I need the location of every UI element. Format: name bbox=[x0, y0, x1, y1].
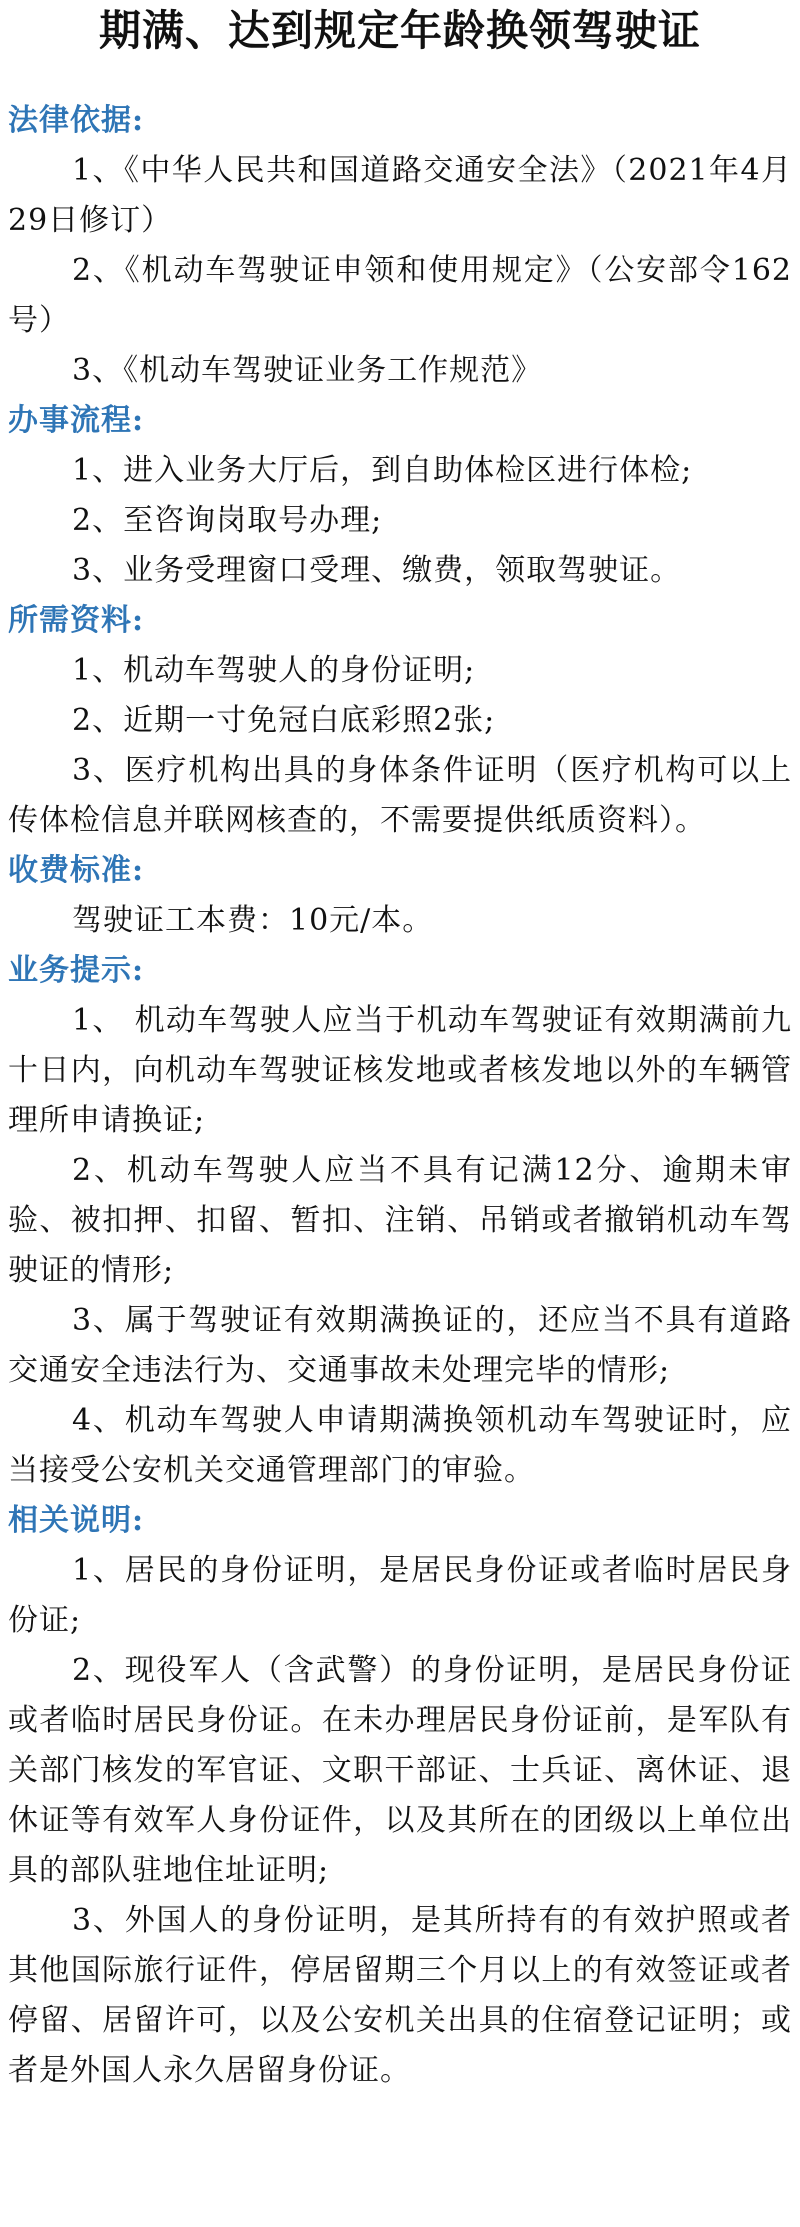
procedure-step: 1、进入业务大厅后，到自助体检区进行体检; bbox=[72, 453, 693, 488]
section-heading-legal-basis: 法律依据: bbox=[8, 103, 145, 138]
section-business-tips bbox=[8, 946, 792, 1496]
section-required-materials bbox=[8, 596, 792, 846]
legal-basis-item: 2、《机动车驾驶证申领和使用规定》（公安部令162号） bbox=[8, 253, 792, 338]
procedure-step: 3、业务受理窗口受理、缴费，领取驾驶证。 bbox=[72, 553, 682, 588]
section-heading-fees: 收费标准: bbox=[8, 853, 145, 888]
section-heading-related-notes: 相关说明: bbox=[8, 1503, 145, 1538]
section-heading-business-tips: 业务提示: bbox=[8, 953, 145, 988]
section-heading-procedure: 办事流程: bbox=[8, 403, 145, 438]
legal-basis-item: 3、《机动车驾驶证业务工作规范》 bbox=[72, 353, 543, 388]
required-material-item: 1、机动车驾驶人的身份证明; bbox=[72, 653, 476, 688]
procedure-step: 2、至咨询岗取号办理; bbox=[72, 503, 383, 538]
business-tip-item: 2、机动车驾驶人应当不具有记满12分、逾期未审验、被扣押、扣留、暂扣、注销、吊销或者撤销机动车驾驶证的情形; bbox=[8, 1153, 792, 1288]
related-note-item: 1、居民的身份证明，是居民身份证或者临时居民身份证; bbox=[8, 1553, 792, 1638]
related-note-item: 3、外国人的身份证明，是其所持有的有效护照或者其他国际旅行证件，停居留期三个月以上的有效签证或者停留、居留许可，以及公安机关出具的住宿登记证明；或者是外国人永久居留身份证。 bbox=[8, 1903, 792, 2088]
required-material-item: 3、医疗机构出具的身体条件证明（医疗机构可以上传体检信息并联网核查的，不需要提供纸质资料）。 bbox=[8, 753, 792, 838]
section-procedure bbox=[8, 396, 792, 596]
section-heading-required-materials: 所需资料: bbox=[8, 603, 145, 638]
related-note-item: 2、现役军人（含武警）的身份证明，是居民身份证或者临时居民身份证。在未办理居民身份证前，是军队有关部门核发的军官证、文职干部证、士兵证、离休证、退休证等有效军人身份证件，以及其所在的团级以上单位出具的部队驻地住址证明; bbox=[8, 1653, 792, 1888]
section-fees bbox=[8, 846, 792, 946]
business-tip-item: 4、机动车驾驶人申请期满换领机动车驾驶证时，应当接受公安机关交通管理部门的审验。 bbox=[8, 1403, 792, 1488]
section-legal-basis bbox=[8, 96, 792, 396]
section-related-notes bbox=[8, 1496, 792, 2096]
business-tip-item: 1、 机动车驾驶人应当于机动车驾驶证有效期满前九十日内，向机动车驾驶证核发地或者核发地以外的车辆管理所申请换证; bbox=[8, 1003, 792, 1138]
fee-item: 驾驶证工本费：10元/本。 bbox=[72, 903, 434, 938]
business-tip-item: 3、属于驾驶证有效期满换证的，还应当不具有道路交通安全违法行为、交通事故未处理完毕的情形; bbox=[8, 1303, 792, 1388]
legal-basis-item: 1、《中华人民共和国道路交通安全法》（2021年4月29日修订） bbox=[8, 153, 792, 238]
required-material-item: 2、近期一寸免冠白底彩照2张; bbox=[72, 703, 496, 738]
page-title: 期满、达到规定年龄换领驾驶证 bbox=[98, 6, 701, 55]
